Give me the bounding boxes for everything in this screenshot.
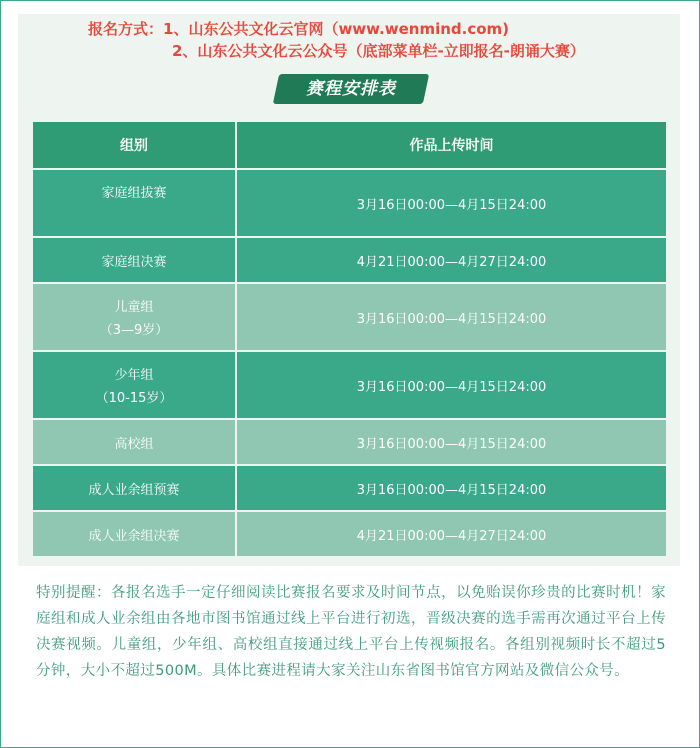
- header-group: 组别: [33, 122, 236, 169]
- schedule-table: [33, 122, 666, 558]
- table-header-row: [33, 122, 666, 169]
- group-cell: [33, 283, 236, 351]
- group-name: 家庭组拔赛: [101, 186, 167, 201]
- table-row: [33, 237, 666, 283]
- group-name: 成人业余组决赛: [88, 528, 180, 544]
- table-row: [33, 465, 666, 511]
- group-age-range: （3—9岁）: [99, 323, 169, 338]
- group-name: 高校组: [114, 436, 154, 452]
- table-row: [33, 419, 666, 465]
- special-notice: 特别提醒：各报名选手一定仔细阅读比赛报名要求及时间节点，以免贻误你珍贵的比赛时机！家庭组和成人业余组由各地市图书馆通过线上平台进行初选，晋级决赛的选手需再次通过平台上传决赛视频。儿童组，少年组、高校组直接通过线上平台上传视频报名。各组别视频时长不超过5分钟，大小不超过500M。具体比赛进程请大家关注山东省图书馆官方网站及微信公众号。: [36, 585, 666, 679]
- table-row: [33, 169, 666, 237]
- time-cell: 3月16日00:00—4月15日24:00: [236, 419, 666, 465]
- group-cell: [33, 465, 236, 511]
- time-cell: 4月21日00:00—4月27日24:00: [236, 237, 666, 283]
- group-name: 少年组: [114, 368, 154, 383]
- table-row: [33, 511, 666, 557]
- group-cell: [33, 351, 236, 419]
- time-cell: 4月21日00:00—4月27日24:00: [236, 511, 666, 557]
- time-cell: 3月16日00:00—4月15日24:00: [236, 169, 666, 237]
- header-upload-time: 作品上传时间: [236, 122, 666, 169]
- registration-line-2: 2、山东公共文化云公众号（底部菜单栏-立即报名-朗诵大赛）: [172, 42, 585, 60]
- group-cell: [33, 169, 236, 237]
- group-name: 儿童组: [114, 300, 154, 315]
- schedule-title: 赛程安排表: [306, 79, 396, 99]
- group-name: 家庭组决赛: [101, 254, 167, 270]
- table-row: [33, 351, 666, 419]
- time-cell: 3月16日00:00—4月15日24:00: [236, 465, 666, 511]
- group-cell: [33, 511, 236, 557]
- group-age-range: （10-15岁）: [95, 391, 173, 406]
- group-cell: [33, 419, 236, 465]
- group-name: 成人业余组预赛: [88, 482, 180, 498]
- registration-line-1: 报名方式：1、山东公共文化云官网（www.wenmind.com): [88, 20, 510, 38]
- group-cell: [33, 237, 236, 283]
- time-cell: 3月16日00:00—4月15日24:00: [236, 283, 666, 351]
- table-row: [33, 283, 666, 351]
- time-cell: 3月16日00:00—4月15日24:00: [236, 351, 666, 419]
- registration-info: [88, 18, 688, 62]
